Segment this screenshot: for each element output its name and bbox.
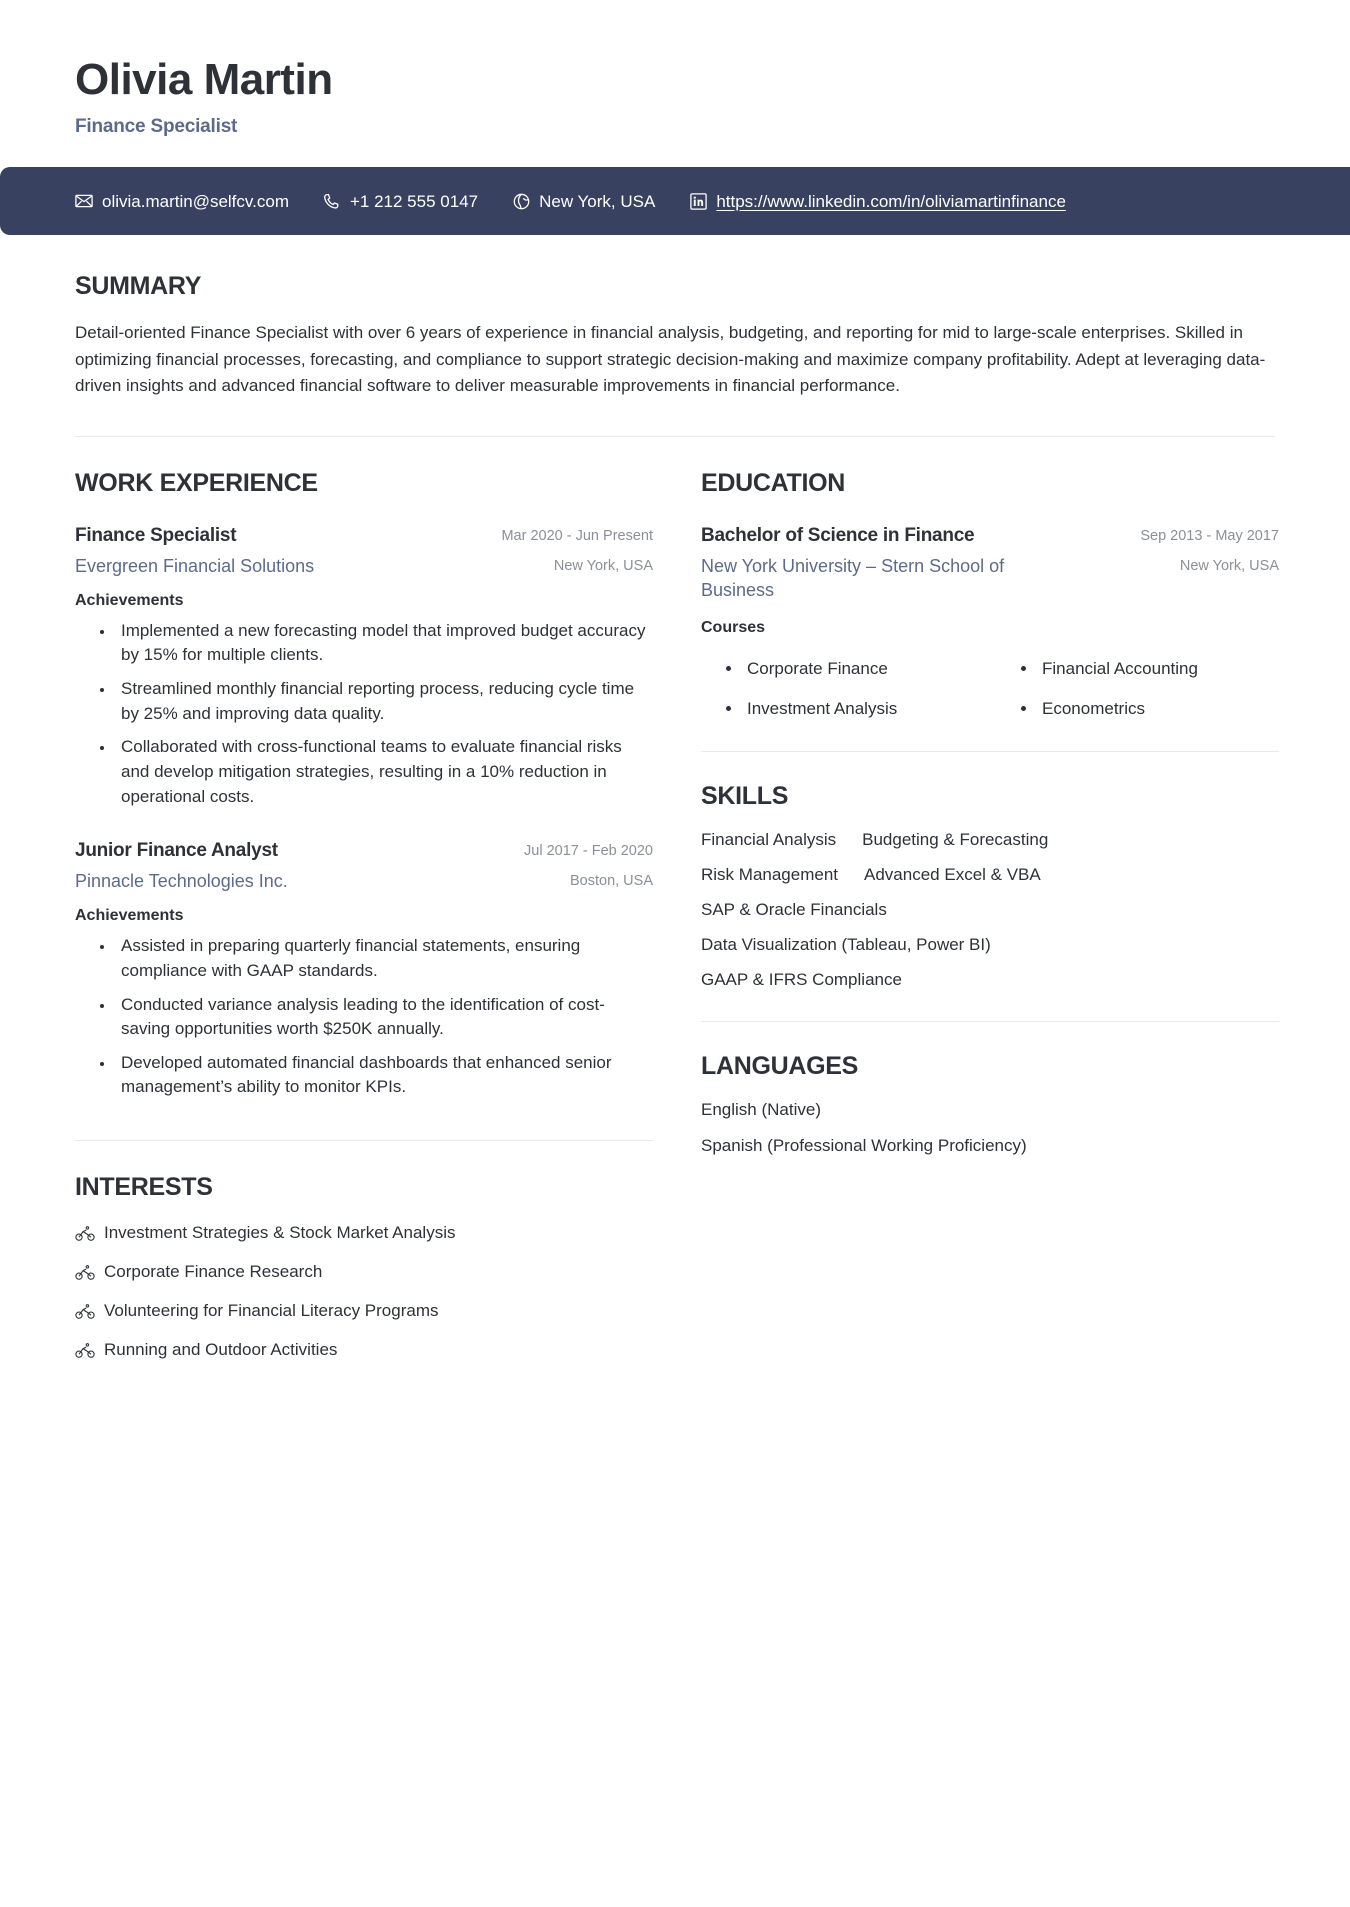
- summary-heading: SUMMARY: [75, 272, 202, 301]
- list-item: • Assisted in preparing quarterly financial statements, ensuring compliance with GAAP standards.: [115, 934, 653, 983]
- interests-divider: [75, 1140, 653, 1141]
- interests-section: [75, 1140, 653, 1361]
- list-item: • Collaborated with cross-functional teams to evaluate financial risks and develop mitigation strategies, resulting in a 10% reduction in operational costs.: [115, 735, 653, 809]
- list-item: • Streamlined monthly financial reporting process, reducing cycle time by 25% and improving data quality.: [115, 677, 653, 726]
- courses-column-right: [996, 641, 1279, 721]
- skill-row: [701, 969, 1279, 991]
- list-item: • Financial Accounting: [1038, 657, 1279, 681]
- list-item: • Developed automated financial dashboards that enhanced senior management’s ability to monitor KPIs.: [115, 1051, 653, 1100]
- education-degree: Bachelor of Science in Finance: [701, 524, 975, 546]
- job-title: Finance Specialist: [75, 116, 238, 138]
- achievement-list: [75, 934, 653, 1100]
- languages-section: [701, 1021, 1279, 1157]
- list-item: • Econometrics: [1038, 697, 1279, 721]
- two-column-layout: [75, 437, 1279, 1362]
- education-school: New York University – Stern School of Business: [701, 555, 1005, 600]
- achievements-label: Achievements: [75, 591, 184, 609]
- skill-row: [701, 899, 1279, 921]
- list-item: [75, 1300, 653, 1322]
- list-item: [75, 1339, 653, 1361]
- work-location: New York, USA: [553, 557, 653, 574]
- bicycle-icon: [75, 1264, 95, 1280]
- globe-icon: [512, 192, 530, 210]
- list-item: • Conducted variance analysis leading to the identification of cost-saving opportunities worth $250K annually.: [115, 993, 653, 1042]
- interests-heading: INTERESTS: [75, 1173, 213, 1202]
- interest-label: Investment Strategies & Stock Market Analysis: [104, 1223, 456, 1243]
- contact-bar: [0, 167, 1350, 235]
- interest-list: [75, 1222, 653, 1361]
- skill-item: Risk Management: [701, 864, 839, 884]
- envelope-icon: [75, 192, 93, 210]
- languages-divider: [701, 1021, 1279, 1022]
- summary-text: Detail-oriented Finance Specialist with over 6 years of experience in financial analysis, budgeting, and reporting for mid to large-scale enterprises. Skilled in optimizing financial processes, forecasting, and compliance to support strategic decision-making and maximize company profitability. Adept at leveraging data-driven insights and advanced financial software to deliver measurable improvements in financial performance.: [75, 323, 1266, 396]
- contact-linkedin-link[interactable]: https://www.linkedin.com/in/oliviamartinfinance: [716, 191, 1066, 211]
- work-entry: [75, 524, 653, 809]
- contact-linkedin[interactable]: [689, 192, 1066, 210]
- languages-heading: LANGUAGES: [701, 1052, 859, 1081]
- skills-section: [701, 751, 1279, 991]
- contact-email[interactable]: [75, 192, 289, 210]
- list-item: • Investment Analysis: [743, 697, 984, 721]
- bicycle-icon: [75, 1225, 95, 1241]
- resume-header: [0, 0, 1350, 138]
- bicycle-icon: [75, 1303, 95, 1319]
- skill-item: Data Visualization (Tableau, Power BI): [701, 934, 991, 954]
- education-location: New York, USA: [1179, 557, 1279, 574]
- resume-body: [0, 235, 1350, 1361]
- interest-label: Volunteering for Financial Literacy Programs: [104, 1301, 439, 1321]
- list-item: [75, 1261, 653, 1283]
- skill-item: Budgeting & Forecasting: [862, 829, 1049, 849]
- contact-phone-text: +1 212 555 0147: [349, 191, 479, 211]
- linkedin-icon: [689, 192, 707, 210]
- skills-heading: SKILLS: [701, 781, 789, 810]
- skill-item: Financial Analysis: [701, 829, 837, 849]
- interest-label: Running and Outdoor Activities: [104, 1340, 338, 1360]
- right-column: [701, 469, 1279, 1362]
- courses-label: Courses: [701, 619, 766, 637]
- bicycle-icon: [75, 1342, 95, 1358]
- courses-grid: [701, 641, 1279, 721]
- work-dates: Mar 2020 - Jun Present: [501, 527, 653, 544]
- achievements-label: Achievements: [75, 907, 184, 925]
- skills-list: [701, 829, 1279, 991]
- page-title: Olivia Martin: [75, 55, 333, 104]
- skill-item: Advanced Excel & VBA: [864, 864, 1041, 884]
- contact-email-text: olivia.martin@selfcv.com: [102, 191, 289, 211]
- skill-row: [701, 934, 1279, 956]
- left-column: [75, 469, 653, 1362]
- work-entry: [75, 839, 653, 1100]
- skills-divider: [701, 751, 1279, 752]
- work-company: Evergreen Financial Solutions: [75, 555, 315, 576]
- work-location: Boston, USA: [569, 872, 653, 889]
- education-entry: [701, 524, 1279, 721]
- contact-location-text: New York, USA: [539, 191, 656, 211]
- courses-column-left: [701, 641, 984, 721]
- work-dates: Jul 2017 - Feb 2020: [524, 843, 653, 860]
- skill-row: [701, 864, 1279, 886]
- list-item: English (Native): [701, 1100, 821, 1120]
- skill-row: [701, 829, 1279, 851]
- list-item: • Implemented a new forecasting model that improved budget accuracy by 15% for multiple clients.: [115, 619, 653, 668]
- languages-list: [701, 1099, 1279, 1157]
- contact-phone[interactable]: [323, 192, 478, 210]
- list-item: [75, 1222, 653, 1244]
- work-role: Junior Finance Analyst: [75, 840, 278, 862]
- phone-icon: [323, 192, 341, 210]
- education-heading: EDUCATION: [701, 468, 846, 497]
- education-dates: Sep 2013 - May 2017: [1140, 527, 1279, 544]
- work-experience-heading: WORK EXPERIENCE: [75, 468, 318, 497]
- contact-location[interactable]: [512, 192, 655, 210]
- list-item: Spanish (Professional Working Proficiency): [701, 1136, 1027, 1156]
- work-role: Finance Specialist: [75, 524, 237, 546]
- work-company: Pinnacle Technologies Inc.: [75, 870, 288, 891]
- summary-section: [75, 235, 1275, 400]
- skill-item: SAP & Oracle Financials: [701, 899, 887, 919]
- skill-item: GAAP & IFRS Compliance: [701, 970, 902, 990]
- list-item: • Corporate Finance: [743, 657, 984, 681]
- achievement-list: [75, 619, 653, 809]
- interest-label: Corporate Finance Research: [104, 1262, 323, 1282]
